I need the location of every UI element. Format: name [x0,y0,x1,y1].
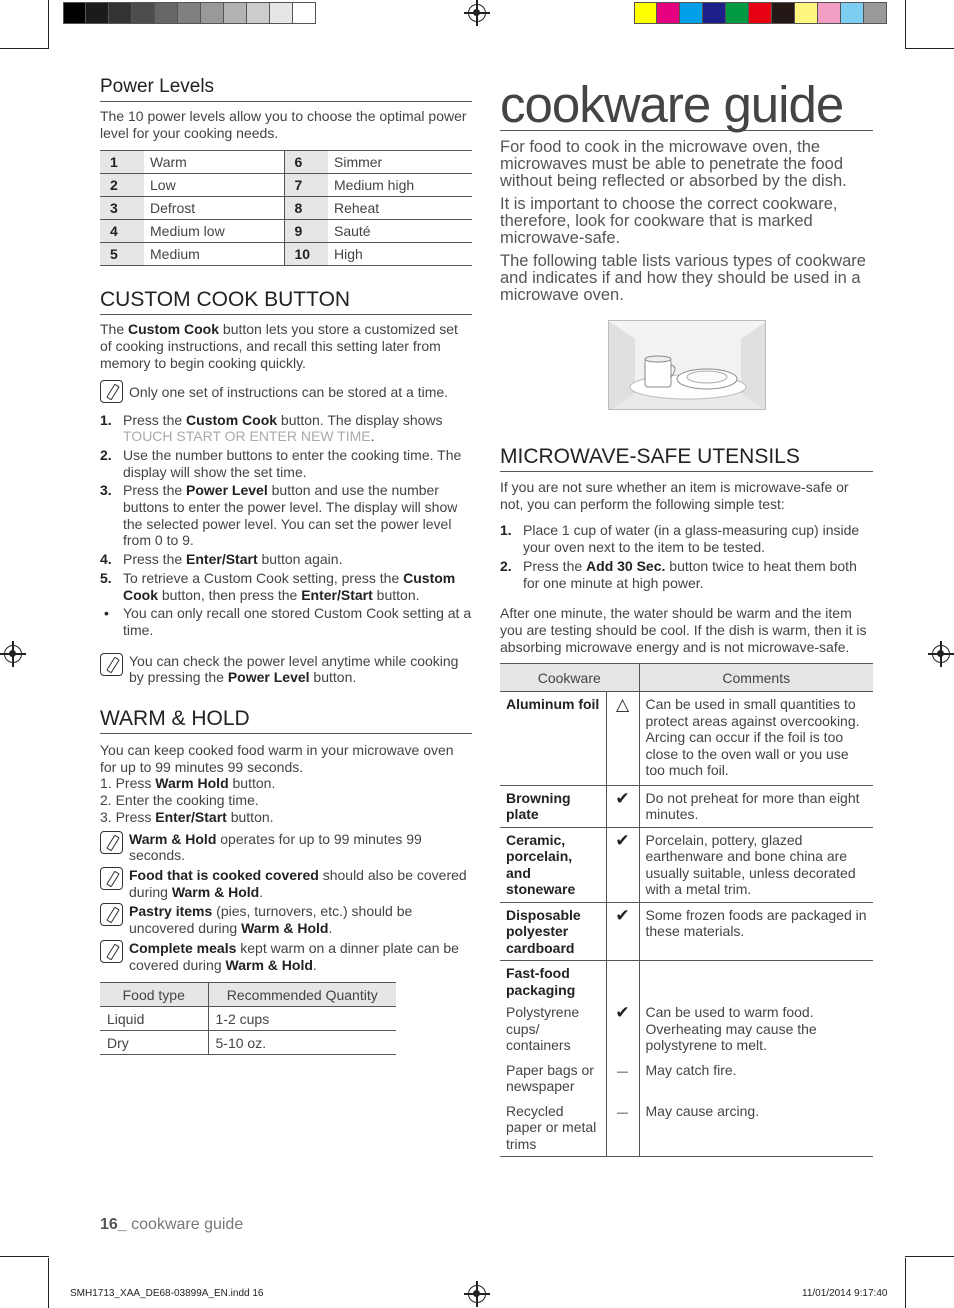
note [100,867,472,900]
color-swatch [657,2,680,24]
warm-hold-step: 2. Enter the cooking time. [100,792,259,809]
column-header: Recommended Quantity [208,983,396,1007]
crop-mark [48,0,49,48]
table-row: Paper bags or newspaper — May catch fire. [500,1058,873,1099]
recommended-quantity-table [100,982,396,1055]
bullet-item: • You can only recall one stored Custom Cook setting at a time. [104,605,472,638]
color-swatch [63,2,86,24]
step: 3. Press the Power Level button and use the number buttons to enter the power level. The display will show the selected power level. You can set the power level from 0 to 9. [100,482,458,549]
grayscale-color-bar [63,2,316,24]
table-row: Dry 5-10 oz. [100,1031,396,1055]
note-pencil-icon [100,380,123,403]
color-swatch [864,2,887,24]
note-pencil-icon [100,867,123,890]
crop-mark [0,1256,49,1257]
note-text: You can check the power level anytime while cooking by pressing the Power Level button. [129,652,459,686]
right-column [500,74,873,1157]
process-color-bar [634,2,887,24]
registration-mark-icon [468,1285,486,1303]
step: 1. Press the Custom Cook button. The display shows TOUCH START OR ENTER NEW TIME. [100,411,443,445]
note-text: Pastry items (pies, turnovers, etc.) should be uncovered during Warm & Hold. [129,903,413,937]
table-row: Aluminum foil △ Can be used in small quantities to protect areas against overcooking. Arcing can occur if the foil is too close to the oven wall or you use too much foil. [500,692,873,786]
dash-icon: — [617,1065,628,1078]
warm-hold-step: 1. Press Warm Hold button. [100,775,276,792]
note-text: Warm & Hold operates for up to 99 minutes 99 seconds. [129,830,422,864]
color-swatch [178,2,201,24]
warm-hold-notes [100,831,472,974]
custom-cook-steps [100,412,472,639]
color-swatch [680,2,703,24]
display-text: TOUCH START OR ENTER NEW TIME [123,428,371,445]
power-levels-heading: Power Levels [100,74,472,102]
page-footer: 16_ cookware guide [100,1216,244,1233]
utensils-after-text: After one minute, the water should be warm and the item you are testing should be cool. If the dish is warm, then it is absorbing microwave energy and is not microwave-safe. [500,605,867,655]
color-swatch [224,2,247,24]
column-header: Cookware [500,664,639,692]
utensils-intro: If you are not sure whether an item is microwave-safe or not, you can perform the following simple test: [500,479,849,512]
note-pencil-icon [100,940,123,963]
color-swatch [109,2,132,24]
custom-cook-heading: CUSTOM COOK BUTTON [100,287,472,315]
utensils-steps [500,522,873,591]
note [100,653,472,686]
intro-paragraph: The following table lists various types of cookware and indicates if and how they should be used in a microwave oven. [500,252,866,304]
step: 5. To retrieve a Custom Cook setting, press the Custom Cook button, then press the Enter/Start button. [100,569,456,603]
color-swatch [841,2,864,24]
check-icon: ✔ [615,905,630,925]
table-row: Recycled paper or metal trims — May cause arcing. [500,1099,873,1157]
color-swatch [201,2,224,24]
crop-mark [905,48,954,49]
microwave-interior-photo [608,320,766,410]
power-levels-intro: The 10 power levels allow you to choose the optimal power level for your cooking needs. [100,108,467,141]
table-row: Polystyrene cups/ containers ✔ Can be used to warm food. Overheating may cause the polystyrene to melt. [500,1000,873,1058]
crop-mark [905,1256,954,1257]
color-swatch [634,2,657,24]
cookware-intro [500,139,873,304]
intro-paragraph: For food to cook in the microwave oven, the microwaves must be able to penetrate the food without being reflected or absorbed by the dish. [500,138,847,190]
table-row: 5 Medium 10 High [100,243,472,266]
note [100,831,472,864]
left-column [100,74,472,1055]
color-swatch [293,2,316,24]
color-swatch [749,2,772,24]
note-text: Complete meals kept warm on a dinner plate can be covered during Warm & Hold. [129,939,459,973]
note [100,380,472,403]
step: 1. Place 1 cup of water (in a glass-measuring cup) inside your oven next to the item to be tested. [500,522,860,556]
table-row: Ceramic, porcelain, and stoneware ✔ Porcelain, pottery, glazed earthenware and bone china are usually suitable, unless decorated with a metal trim. [500,827,873,902]
step: 4. Press the Enter/Start button again. [100,551,343,568]
intro-paragraph: It is important to choose the correct cookware, therefore, look for cookware that is marked microwave-safe. [500,195,838,247]
note [100,903,472,936]
crop-mark [0,48,49,49]
column-header: Food type [100,983,208,1007]
page-title: cookware guide [500,74,873,131]
color-swatch [818,2,841,24]
registration-mark-icon [932,645,950,663]
color-swatch [155,2,178,24]
table-row: Disposable polyester cardboard ✔ Some frozen foods are packaged in these materials. [500,902,873,961]
registration-mark-icon [4,645,22,663]
color-swatch [795,2,818,24]
table-row: Browning plate ✔ Do not preheat for more than eight minutes. [500,785,873,827]
custom-cook-intro: The Custom Cook button lets you store a customized set of cooking instructions, and recall this setting later from memory to begin cooking quickly. [100,321,458,371]
color-swatch [86,2,109,24]
table-row: 1 Warm 6 Simmer [100,151,472,174]
color-swatch [247,2,270,24]
crop-mark [905,0,906,48]
note-text: Only one set of instructions can be stored at a time. [129,383,449,400]
registration-mark-icon [468,4,486,22]
check-icon: ✔ [615,830,630,850]
step: 2. Use the number buttons to enter the cooking time. The display will show the set time. [100,446,462,480]
color-swatch [772,2,795,24]
color-swatch [132,2,155,24]
cookware-table [500,663,873,1157]
check-icon: ✔ [615,1003,630,1023]
crop-mark [905,1258,906,1308]
table-row: 2 Low 7 Medium high [100,174,472,197]
utensils-heading: MICROWAVE-SAFE UTENSILS [500,444,873,472]
note-text: Food that is cooked covered should also be covered during Warm & Hold. [129,866,467,900]
dash-icon: — [617,1106,628,1119]
table-row: Liquid 1-2 cups [100,1007,396,1031]
table-row: 4 Medium low 9 Sauté [100,220,472,243]
check-icon: ✔ [615,788,630,808]
color-swatch [726,2,749,24]
power-levels-table [100,150,472,266]
warm-hold-intro: You can keep cooked food warm in your microwave oven for up to 99 minutes 99 seconds. [100,742,454,775]
color-swatch [703,2,726,24]
note-pencil-icon [100,831,123,854]
column-header: Comments [639,664,873,692]
date-slug: 11/01/2014 9:17:40 [802,1288,888,1299]
warm-hold-step: 3. Press Enter/Start button. [100,808,274,825]
table-row: Fast-food packaging [500,961,873,1001]
step: 2. Press the Add 30 Sec. button twice to heat them both for one minute at high power. [500,557,857,591]
warm-hold-heading: WARM & HOLD [100,706,472,734]
note-pencil-icon [100,653,123,676]
file-slug: SMH1713_XAA_DE68-03899A_EN.indd 16 [70,1288,264,1299]
caution-triangle-icon: △ [615,695,630,715]
note-pencil-icon [100,903,123,926]
table-row: 3 Defrost 8 Reheat [100,197,472,220]
color-swatch [270,2,293,24]
note [100,940,472,973]
crop-mark [48,1258,49,1308]
